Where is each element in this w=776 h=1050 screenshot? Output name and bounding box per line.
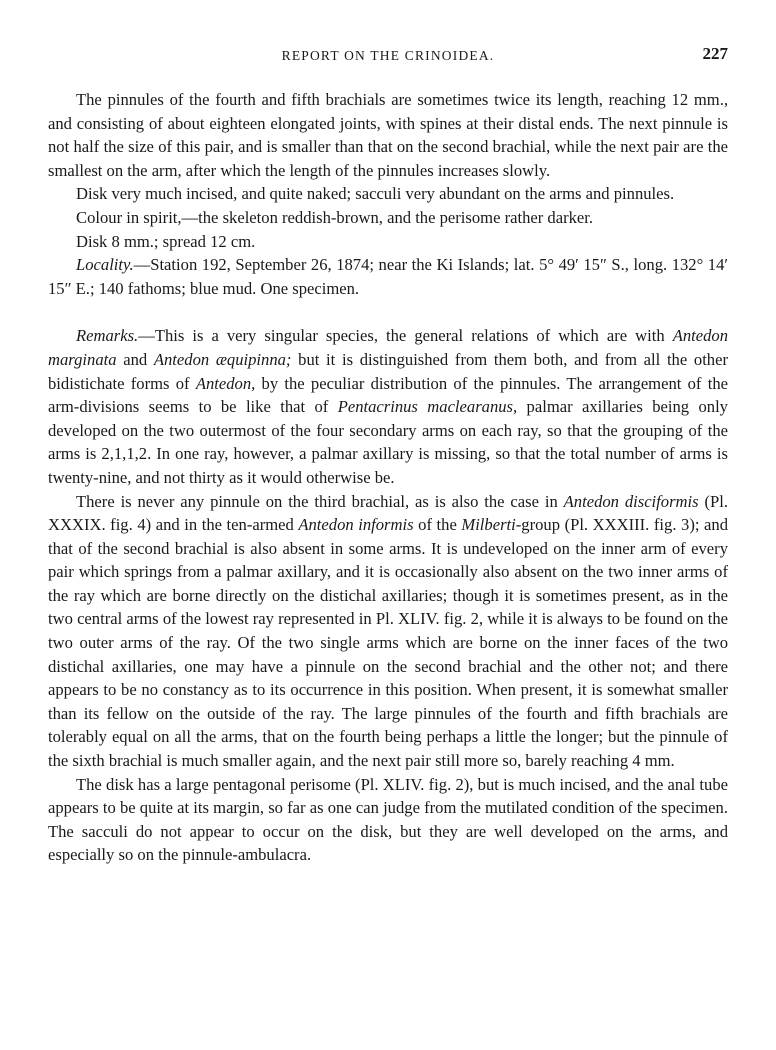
remarks-taxon-4: Pentacrinus maclearanus, xyxy=(337,397,518,417)
running-title: REPORT ON THE CRINOIDEA. xyxy=(281,48,495,63)
remarks-text-3: but it is distinguished from them both, and from all the other bidistichate forms of xyxy=(48,349,728,393)
brachial-taxon-3: Milberti xyxy=(461,515,516,535)
remarks-label: Remarks. xyxy=(76,326,139,346)
paragraph-measurements: Disk 8 mm.; spread 12 cm. xyxy=(76,231,256,251)
remarks-text-2: and xyxy=(116,349,154,369)
remarks-taxon-3: Antedon, xyxy=(195,373,256,393)
paragraph-pinnules: The pinnules of the fourth and fifth brachials are sometimes twice its length, reaching 12 mm., and consisting of about eighteen elongated joints, with spines at their distal ends. The next pinnule is not half the size of this pair, and is smaller than that on the second brachial, while the next pair are the smallest on the arm, after which the length of the pinnules increases slowly. xyxy=(48,90,728,180)
body-text xyxy=(48,88,728,867)
brachial-text-2: (Pl. XXXIX. fig. 4) and in the ten-armed xyxy=(48,491,728,535)
remarks-text-1: —This is a very singular species, the general relations of which are with xyxy=(138,326,673,346)
brachial-taxon-1: Antedon disciformis xyxy=(563,491,699,511)
paragraph-locality xyxy=(48,253,728,300)
paragraph-disk: Disk very much incised, and quite naked; sacculi very abundant on the arms and pinnules. xyxy=(76,184,675,204)
locality-text: —Station 192, September 26, 1874; near the Ki Islands; lat. 5° 49′ 15″ S., long. 132° 14′ 15″ E.; 140 fathoms; blue mud. One specimen. xyxy=(48,255,728,298)
brachial-text-4: -group (Pl. XXXIII. fig. 3); and that of the second brachial is also absent in some arms. It is undeveloped on the inner arm of every pair which springs from a palmar axillary, and it is occasionally also absent on the two inner arms of the ray which are borne directly on the distichal axillaries; though it is sometimes present, as in the two central arms of the lowest ray represented in Pl. XLIV. fig. 2, while it is always to be found on the two outer arms of the ray. Of the two single arms which are borne on the inner faces of the two distichal axillaries, one may have a pinnule on the second brachial and the other not; and there appears to be no constancy as to its occurrence in this position. When present, it is somewhat smaller than its fellow on the outside of the ray. The large pinnules of the fourth and fifth brachials are tolerably equal on all the arms, that on the fourth being perhaps a little the longer; but the pinnule of the sixth brachial is much smaller again, and the next pair still more so, barely reaching 4 mm. xyxy=(48,515,728,771)
remarks-taxon-2: Antedon æquipinna; xyxy=(153,349,292,369)
paragraph-third-brachial xyxy=(48,490,728,773)
brachial-text-1: There is never any pinnule on the third brachial, as is also the case in xyxy=(76,491,564,511)
remarks-taxon-1: Antedon marginata xyxy=(48,326,728,369)
paragraph-disk-perisome: The disk has a large pentagonal perisome (Pl. XLIV. fig. 2), but is much incised, and the anal tube appears to be quite at its margin, so far as one can judge from the mutilated condition of the specimen. The sacculi do not appear to occur on the disk, but they are well developed on the arms, and especially so on the pinnule-ambulacra. xyxy=(48,774,728,865)
remarks-text-4: by the peculiar distribution of the pinnules. The arrangement of the arm-divisions seems to be like that of xyxy=(48,373,728,417)
paragraph-colour: Colour in spirit,—the skeleton reddish-brown, and the perisome rather darker. xyxy=(76,207,594,227)
paragraph-remarks xyxy=(48,324,728,489)
page-header xyxy=(48,44,728,68)
brachial-text-3: of the xyxy=(413,515,462,535)
remarks-text-5: palmar axillaries being only developed on the two outermost of the four secondary arms on each ray, so that the grouping of the arms is 2,1,1,2. In one ray, however, a palmar axillary is missing, so that the total number of arms is twenty-nine, and not thirty as it would otherwise be. xyxy=(48,397,728,487)
page-number: 227 xyxy=(702,44,728,63)
locality-label: Locality. xyxy=(76,255,134,275)
brachial-taxon-2: Antedon informis xyxy=(298,515,414,535)
